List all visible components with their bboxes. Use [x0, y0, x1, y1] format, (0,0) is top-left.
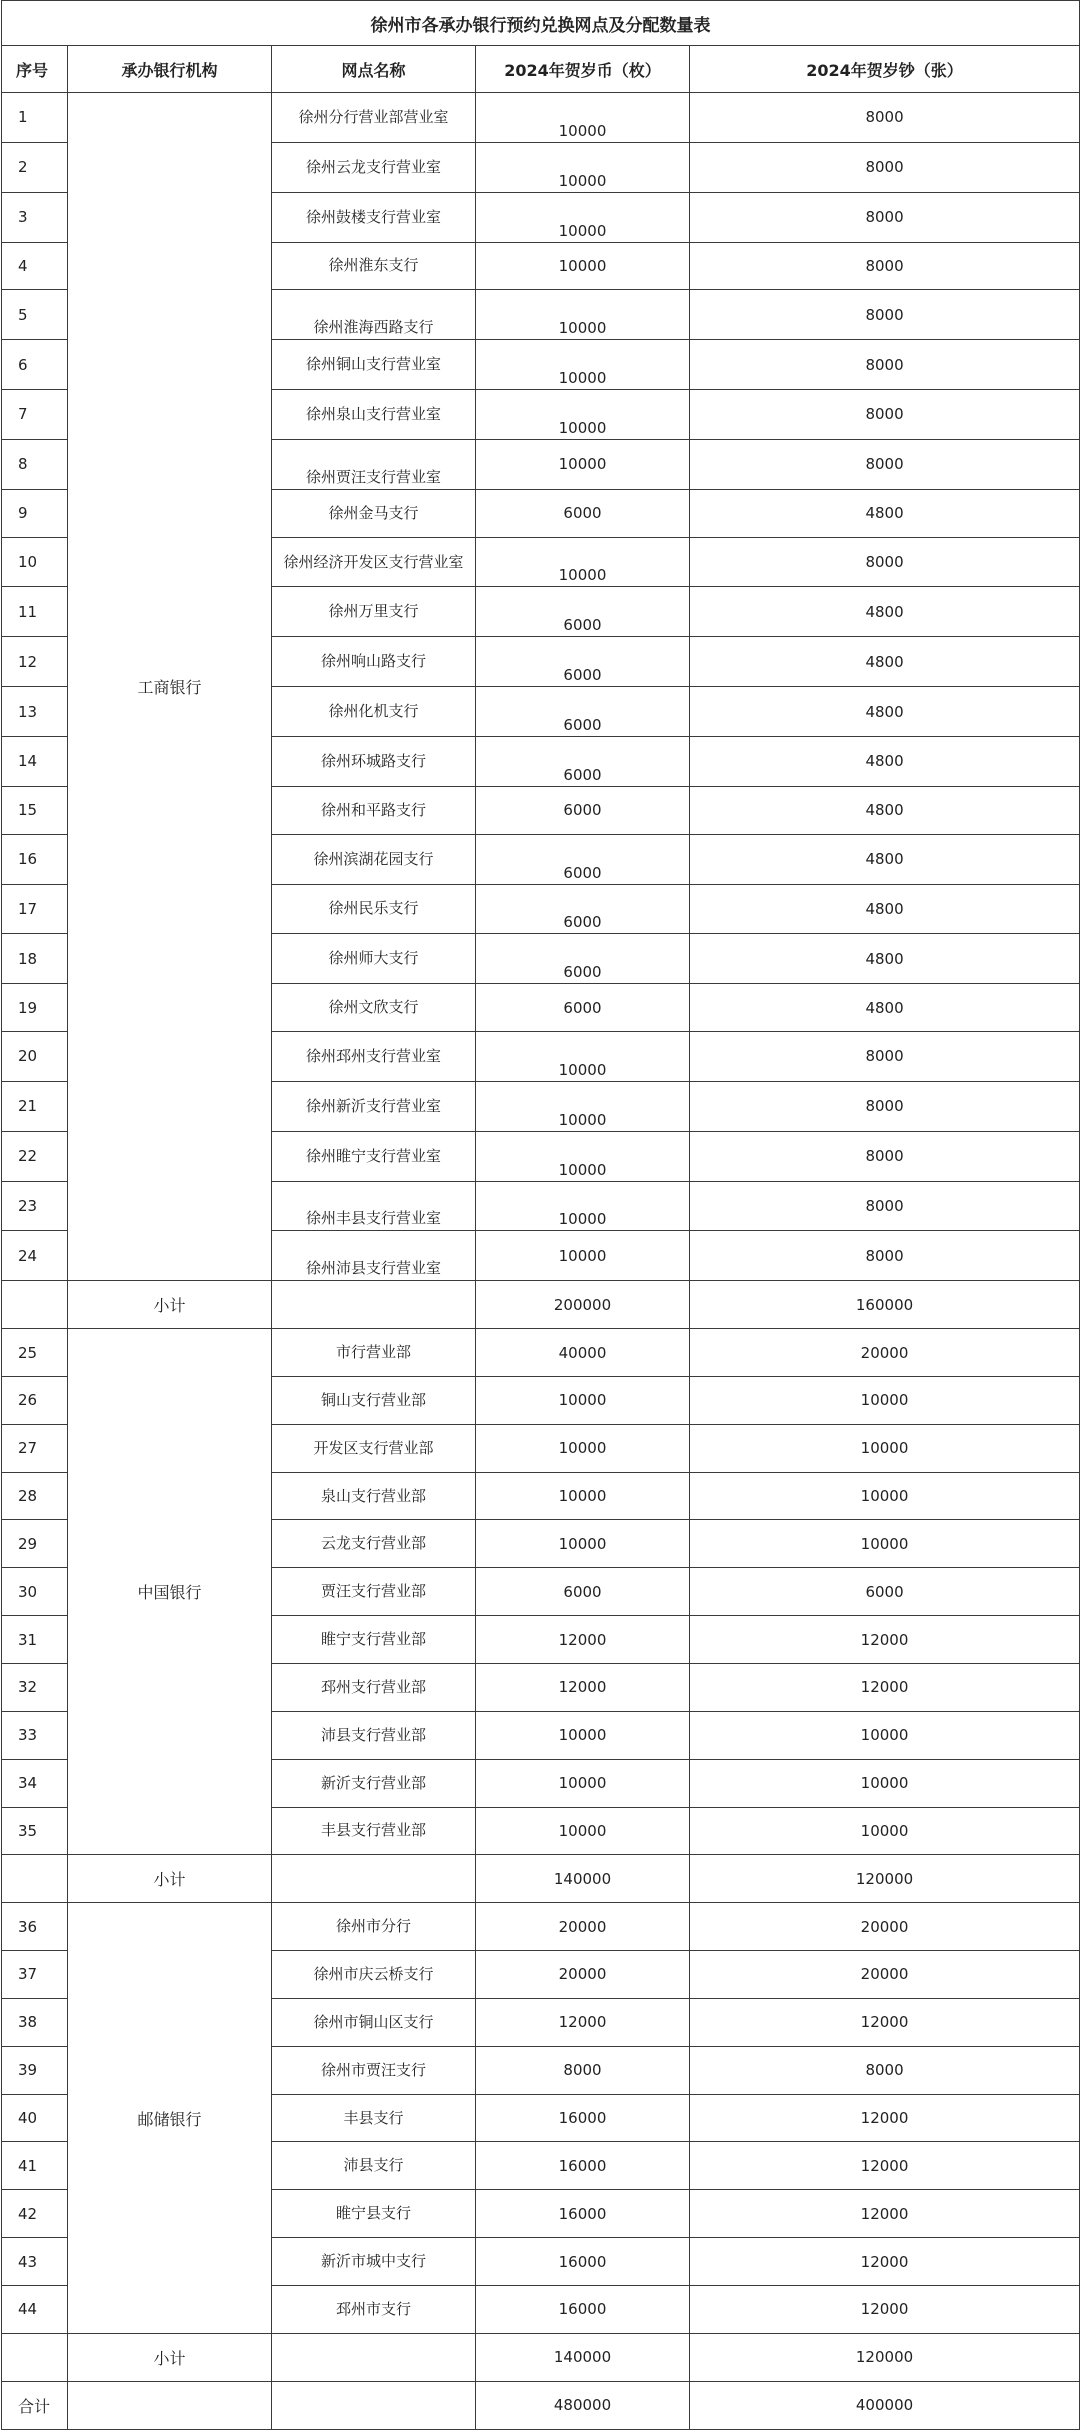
- row-index: 42: [2, 2190, 68, 2238]
- allocation-table: [1, 0, 1080, 2430]
- coin-count: 10000: [476, 1759, 690, 1807]
- table-row: [2, 93, 1080, 143]
- branch-name: 新沂支行营业部: [272, 1759, 476, 1807]
- branch-name: 徐州经济开发区支行营业室: [272, 537, 476, 587]
- note-count: 8000: [690, 390, 1080, 440]
- table-row: [2, 1903, 1080, 1951]
- table-body: [2, 93, 1080, 2430]
- row-index: 14: [2, 736, 68, 786]
- coin-count: 20000: [476, 1951, 690, 1999]
- row-index: 39: [2, 2046, 68, 2094]
- total-note: 400000: [690, 2381, 1080, 2429]
- subtotal-branch-cell: [272, 2333, 476, 2381]
- coin-count: 10000: [476, 1424, 690, 1472]
- coin-count: 10000: [476, 1711, 690, 1759]
- coin-count: 6000: [476, 587, 690, 637]
- row-index: 13: [2, 687, 68, 737]
- branch-name: 市行营业部: [272, 1329, 476, 1377]
- branch-name: 徐州淮海西路支行: [272, 290, 476, 340]
- branch-name: 泉山支行营业部: [272, 1472, 476, 1520]
- row-index: 27: [2, 1424, 68, 1472]
- branch-name: 徐州云龙支行营业室: [272, 142, 476, 192]
- subtotal-row: [2, 1855, 1080, 1903]
- note-count: 12000: [690, 1664, 1080, 1712]
- branch-name: 徐州市贾汪支行: [272, 2046, 476, 2094]
- coin-count: 12000: [476, 1664, 690, 1712]
- coin-count: 10000: [476, 1520, 690, 1568]
- branch-name: 徐州万里支行: [272, 587, 476, 637]
- row-index: 32: [2, 1664, 68, 1712]
- branch-name: 邳州支行营业部: [272, 1664, 476, 1712]
- note-count: 12000: [690, 1616, 1080, 1664]
- total-bank-cell: [68, 2381, 272, 2429]
- row-index: 7: [2, 390, 68, 440]
- row-index: 1: [2, 93, 68, 143]
- branch-name: 睢宁县支行: [272, 2190, 476, 2238]
- row-index: 29: [2, 1520, 68, 1568]
- branch-name: 徐州铜山支行营业室: [272, 340, 476, 390]
- subtotal-index-cell: [2, 1855, 68, 1903]
- note-count: 8000: [690, 1181, 1080, 1231]
- coin-count: 10000: [476, 1807, 690, 1855]
- branch-name: 徐州和平路支行: [272, 786, 476, 834]
- coin-count: 10000: [476, 390, 690, 440]
- note-count: 8000: [690, 242, 1080, 290]
- branch-name: 徐州环城路支行: [272, 736, 476, 786]
- coin-count: 6000: [476, 934, 690, 984]
- coin-count: 6000: [476, 736, 690, 786]
- row-index: 38: [2, 1998, 68, 2046]
- note-count: 12000: [690, 2238, 1080, 2286]
- note-count: 8000: [690, 290, 1080, 340]
- branch-name: 徐州师大支行: [272, 934, 476, 984]
- note-count: 4800: [690, 489, 1080, 537]
- total-label: 合计: [2, 2381, 68, 2429]
- subtotal-label: 小计: [68, 2333, 272, 2381]
- row-index: 33: [2, 1711, 68, 1759]
- note-count: 10000: [690, 1711, 1080, 1759]
- coin-count: 16000: [476, 2094, 690, 2142]
- note-count: 12000: [690, 2190, 1080, 2238]
- row-index: 9: [2, 489, 68, 537]
- note-count: 10000: [690, 1807, 1080, 1855]
- row-index: 8: [2, 439, 68, 489]
- note-count: 12000: [690, 2094, 1080, 2142]
- row-index: 40: [2, 2094, 68, 2142]
- header-branch: 网点名称: [272, 46, 476, 93]
- coin-count: 16000: [476, 2190, 690, 2238]
- subtotal-coin: 140000: [476, 1855, 690, 1903]
- coin-count: 6000: [476, 1568, 690, 1616]
- row-index: 10: [2, 537, 68, 587]
- row-index: 6: [2, 340, 68, 390]
- total-coin: 480000: [476, 2381, 690, 2429]
- branch-name: 沛县支行: [272, 2142, 476, 2190]
- coin-count: 10000: [476, 1231, 690, 1281]
- note-count: 8000: [690, 2046, 1080, 2094]
- header-note: 2024年贺岁钞（张）: [690, 46, 1080, 93]
- branch-name: 徐州滨湖花园支行: [272, 834, 476, 884]
- row-index: 3: [2, 192, 68, 242]
- row-index: 16: [2, 834, 68, 884]
- coin-count: 6000: [476, 984, 690, 1032]
- note-count: 8000: [690, 1231, 1080, 1281]
- row-index: 30: [2, 1568, 68, 1616]
- subtotal-note: 160000: [690, 1281, 1080, 1329]
- header-bank: 承办银行机构: [68, 46, 272, 93]
- row-index: 35: [2, 1807, 68, 1855]
- branch-name: 铜山支行营业部: [272, 1376, 476, 1424]
- row-index: 43: [2, 2238, 68, 2286]
- coin-count: 40000: [476, 1329, 690, 1377]
- coin-count: 12000: [476, 1616, 690, 1664]
- table-title: 徐州市各承办银行预约兑换网点及分配数量表: [2, 1, 1080, 46]
- branch-name: 徐州鼓楼支行营业室: [272, 192, 476, 242]
- row-index: 20: [2, 1032, 68, 1082]
- coin-count: 10000: [476, 93, 690, 143]
- bank-name: 工商银行: [68, 93, 272, 1281]
- coin-count: 16000: [476, 2142, 690, 2190]
- note-count: 10000: [690, 1424, 1080, 1472]
- branch-name: 徐州市庆云桥支行: [272, 1951, 476, 1999]
- branch-name: 徐州泉山支行营业室: [272, 390, 476, 440]
- row-index: 2: [2, 142, 68, 192]
- row-index: 23: [2, 1181, 68, 1231]
- branch-name: 徐州贾汪支行营业室: [272, 439, 476, 489]
- note-count: 12000: [690, 2142, 1080, 2190]
- row-index: 26: [2, 1376, 68, 1424]
- note-count: 8000: [690, 1032, 1080, 1082]
- subtotal-label: 小计: [68, 1855, 272, 1903]
- header-index: 序号: [2, 46, 68, 93]
- coin-count: 8000: [476, 2046, 690, 2094]
- header-coin: 2024年贺岁币（枚）: [476, 46, 690, 93]
- table-row: [2, 1329, 1080, 1377]
- coin-count: 6000: [476, 786, 690, 834]
- row-index: 19: [2, 984, 68, 1032]
- subtotal-row: [2, 1281, 1080, 1329]
- subtotal-label: 小计: [68, 1281, 272, 1329]
- branch-name: 云龙支行营业部: [272, 1520, 476, 1568]
- coin-count: 10000: [476, 439, 690, 489]
- coin-count: 10000: [476, 1376, 690, 1424]
- note-count: 4800: [690, 934, 1080, 984]
- row-index: 12: [2, 637, 68, 687]
- coin-count: 10000: [476, 537, 690, 587]
- note-count: 10000: [690, 1520, 1080, 1568]
- row-index: 21: [2, 1081, 68, 1131]
- branch-name: 徐州文欣支行: [272, 984, 476, 1032]
- branch-name: 徐州邳州支行营业室: [272, 1032, 476, 1082]
- total-row: [2, 2381, 1080, 2429]
- branch-name: 徐州化机支行: [272, 687, 476, 737]
- row-index: 41: [2, 2142, 68, 2190]
- note-count: 8000: [690, 1081, 1080, 1131]
- branch-name: 徐州金马支行: [272, 489, 476, 537]
- coin-count: 10000: [476, 192, 690, 242]
- subtotal-row: [2, 2333, 1080, 2381]
- coin-count: 10000: [476, 1131, 690, 1181]
- coin-count: 10000: [476, 290, 690, 340]
- branch-name: 新沂市城中支行: [272, 2238, 476, 2286]
- note-count: 4800: [690, 587, 1080, 637]
- coin-count: 10000: [476, 340, 690, 390]
- coin-count: 16000: [476, 2285, 690, 2333]
- note-count: 12000: [690, 1998, 1080, 2046]
- row-index: 34: [2, 1759, 68, 1807]
- bank-name: 中国银行: [68, 1329, 272, 1855]
- coin-count: 10000: [476, 1472, 690, 1520]
- note-count: 4800: [690, 834, 1080, 884]
- coin-count: 16000: [476, 2238, 690, 2286]
- note-count: 10000: [690, 1759, 1080, 1807]
- row-index: 37: [2, 1951, 68, 1999]
- branch-name: 徐州分行营业部营业室: [272, 93, 476, 143]
- subtotal-index-cell: [2, 1281, 68, 1329]
- subtotal-note: 120000: [690, 1855, 1080, 1903]
- note-count: 8000: [690, 192, 1080, 242]
- row-index: 15: [2, 786, 68, 834]
- note-count: 20000: [690, 1951, 1080, 1999]
- total-branch-cell: [272, 2381, 476, 2429]
- coin-count: 10000: [476, 1181, 690, 1231]
- row-index: 11: [2, 587, 68, 637]
- coin-count: 6000: [476, 637, 690, 687]
- note-count: 10000: [690, 1472, 1080, 1520]
- coin-count: 12000: [476, 1998, 690, 2046]
- note-count: 4800: [690, 984, 1080, 1032]
- subtotal-index-cell: [2, 2333, 68, 2381]
- subtotal-branch-cell: [272, 1281, 476, 1329]
- branch-name: 徐州民乐支行: [272, 884, 476, 934]
- branch-name: 徐州丰县支行营业室: [272, 1181, 476, 1231]
- subtotal-coin: 140000: [476, 2333, 690, 2381]
- row-index: 25: [2, 1329, 68, 1377]
- row-index: 17: [2, 884, 68, 934]
- coin-count: 10000: [476, 242, 690, 290]
- row-index: 28: [2, 1472, 68, 1520]
- subtotal-branch-cell: [272, 1855, 476, 1903]
- coin-count: 20000: [476, 1903, 690, 1951]
- coin-count: 6000: [476, 687, 690, 737]
- note-count: 4800: [690, 687, 1080, 737]
- note-count: 8000: [690, 439, 1080, 489]
- note-count: 4800: [690, 736, 1080, 786]
- branch-name: 丰县支行营业部: [272, 1807, 476, 1855]
- subtotal-coin: 200000: [476, 1281, 690, 1329]
- note-count: 6000: [690, 1568, 1080, 1616]
- bank-name: 邮储银行: [68, 1903, 272, 2334]
- branch-name: 丰县支行: [272, 2094, 476, 2142]
- row-index: 18: [2, 934, 68, 984]
- coin-count: 10000: [476, 1032, 690, 1082]
- coin-count: 6000: [476, 489, 690, 537]
- note-count: 20000: [690, 1903, 1080, 1951]
- note-count: 8000: [690, 340, 1080, 390]
- branch-name: 贾汪支行营业部: [272, 1568, 476, 1616]
- branch-name: 徐州市铜山区支行: [272, 1998, 476, 2046]
- row-index: 4: [2, 242, 68, 290]
- note-count: 4800: [690, 884, 1080, 934]
- note-count: 20000: [690, 1329, 1080, 1377]
- coin-count: 10000: [476, 142, 690, 192]
- coin-count: 10000: [476, 1081, 690, 1131]
- branch-name: 徐州睢宁支行营业室: [272, 1131, 476, 1181]
- row-index: 31: [2, 1616, 68, 1664]
- coin-count: 6000: [476, 834, 690, 884]
- note-count: 12000: [690, 2285, 1080, 2333]
- note-count: 8000: [690, 537, 1080, 587]
- row-index: 44: [2, 2285, 68, 2333]
- branch-name: 邳州市支行: [272, 2285, 476, 2333]
- note-count: 8000: [690, 93, 1080, 143]
- subtotal-note: 120000: [690, 2333, 1080, 2381]
- note-count: 8000: [690, 1131, 1080, 1181]
- coin-count: 6000: [476, 884, 690, 934]
- branch-name: 沛县支行营业部: [272, 1711, 476, 1759]
- branch-name: 徐州市分行: [272, 1903, 476, 1951]
- row-index: 22: [2, 1131, 68, 1181]
- note-count: 10000: [690, 1376, 1080, 1424]
- branch-name: 睢宁支行营业部: [272, 1616, 476, 1664]
- branch-name: 徐州沛县支行营业室: [272, 1231, 476, 1281]
- row-index: 5: [2, 290, 68, 340]
- branch-name: 徐州响山路支行: [272, 637, 476, 687]
- branch-name: 徐州淮东支行: [272, 242, 476, 290]
- row-index: 36: [2, 1903, 68, 1951]
- note-count: 4800: [690, 786, 1080, 834]
- note-count: 4800: [690, 637, 1080, 687]
- note-count: 8000: [690, 142, 1080, 192]
- row-index: 24: [2, 1231, 68, 1281]
- branch-name: 徐州新沂支行营业室: [272, 1081, 476, 1131]
- branch-name: 开发区支行营业部: [272, 1424, 476, 1472]
